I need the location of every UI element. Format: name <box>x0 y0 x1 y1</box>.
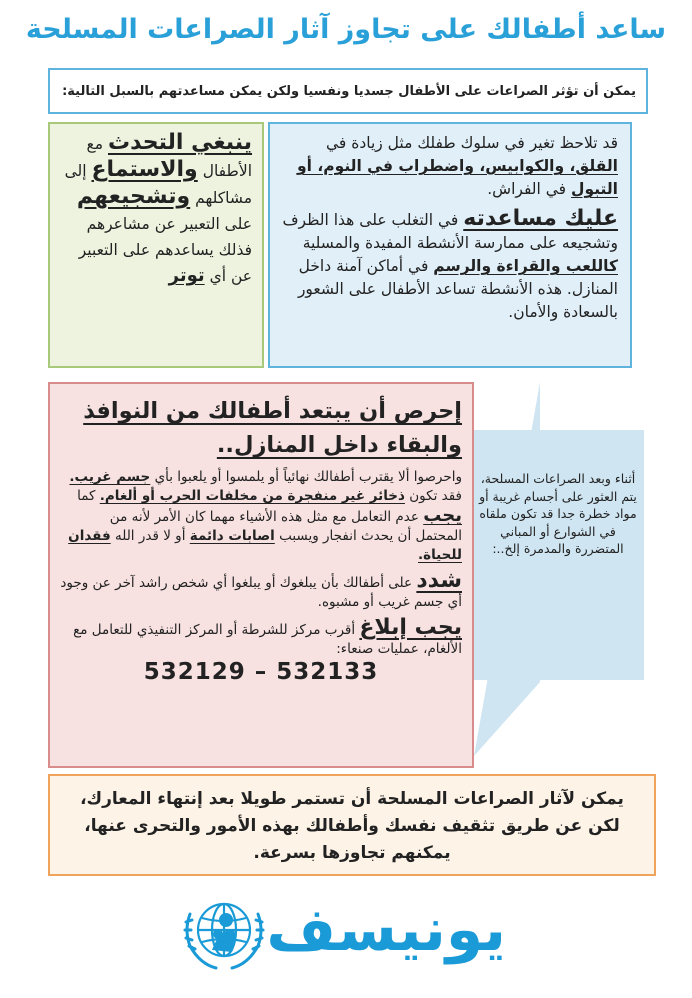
safety-warning-box <box>48 382 474 768</box>
blue-p1-after: في الفراش. <box>487 180 567 198</box>
blue-p1-symptoms: القلق، والكوابيس، واضطراب في النوم، أو التبول <box>297 157 618 198</box>
red-p3-text: أقرب مركز للشرطة أو المركز التنفيذي للتعامل مع الألغام، عمليات صنعاء: <box>73 622 462 657</box>
listen-heading: والاستماع <box>91 157 198 182</box>
emphasize-heading: شدد <box>416 568 462 593</box>
encourage-heading: وتشجيعهم <box>76 184 191 209</box>
red-p1-mid: فقد تكون <box>409 488 462 504</box>
injury-text: اصابات دائمة <box>189 528 275 544</box>
talk-heading: ينبغي التحدث <box>107 130 252 155</box>
red-p2-text: على أطفالك بأن يبلغوك أو يبلغوا أي شخص راشد آخر عن وجود أي جسم غريب أو مشبوه. <box>60 575 462 610</box>
foreign-object-text: جسم غريب. <box>69 469 151 485</box>
phone-numbers: 532129 – 532133 <box>143 659 379 685</box>
intro-box: يمكن أن تؤثر الصراعات على الأطفال جسديا ونفسيا ولكن يمكن مساعدتهم بالسبل التالية: <box>48 68 648 114</box>
red-p1-kama: كما <box>77 488 96 504</box>
blue-p2-activities: كاللعب والقراءة والرسم <box>433 257 618 275</box>
blue-p2-after: في أماكن آمنة داخل المنازل. هذه الأنشطة تساعد الأطفال على الشعور بالسعادة والأمان. <box>297 257 618 321</box>
red-p1-after: عدم التعامل مع مثل هذه الأشياء مهما كان الأمر لأنه من المحتمل أن يحدث انفجار ويسبب <box>109 509 462 544</box>
loss-of-life-text: فقدان للحياة. <box>68 528 462 563</box>
closing-box: يمكن لآثار الصراعات المسلحة أن تستمر طويلا بعد إنتهاء المعارك، لكن عن طريق تثقيف نفسك وأطفالك بهذه الأمور والتحرى عنها، يمكنهم تجاوزها بسرعة. <box>48 774 656 876</box>
green-text3: على التعبير عن مشاعرهم فذلك يساعدهم على التعبير عن أي <box>78 215 252 285</box>
red-p1-before: واحرصوا ألا يقترب أطفالك نهائياً أو يلمسوا أو يلعبوا بأي <box>154 469 462 485</box>
help-heading: عليك مساعدته <box>463 206 618 231</box>
blue-p2-before: في التغلب على هذا الظرف وتشجيعه على ممارسة الأنشطة المفيدة والمسلية <box>282 211 618 252</box>
unicef-wordmark: يونيسف <box>266 895 506 965</box>
ordnance-text: ذخائر غير منفجرة من مخلفات الحرب أو ألغام. <box>99 488 405 504</box>
blue-p1-before: قد تلاحظ تغير في سلوك طفلك مثل زيادة في <box>325 134 618 152</box>
page-title: ساعد أطفالك على تجاوز آثار الصراعات المسلحة <box>25 14 667 45</box>
callout-box: أثناء وبعد الصراعات المسلحة، يتم العثور على أجسام غريبة أو مواد خطرة جدا قد تكون ملقاه في الشوارع أو المباني المتضررة والمدمرة إلخ..: <box>472 430 644 680</box>
talk-listen-box <box>48 122 264 368</box>
unicef-logo <box>176 880 506 980</box>
behavior-change-box <box>268 122 632 368</box>
stress-word: توتر <box>168 265 205 286</box>
green-text1: مع الأطفال <box>86 135 252 180</box>
green-text2: إلى مشاكلهم <box>64 162 252 207</box>
must-word: يجب <box>423 505 462 526</box>
red-p1-or: أو لا قدر الله <box>114 528 186 544</box>
safety-heading: إحرص أن يبتعد أطفالك من النوافذ والبقاء داخل المنازل.. <box>83 398 462 458</box>
report-heading: يجب إبلاغ <box>359 615 462 640</box>
